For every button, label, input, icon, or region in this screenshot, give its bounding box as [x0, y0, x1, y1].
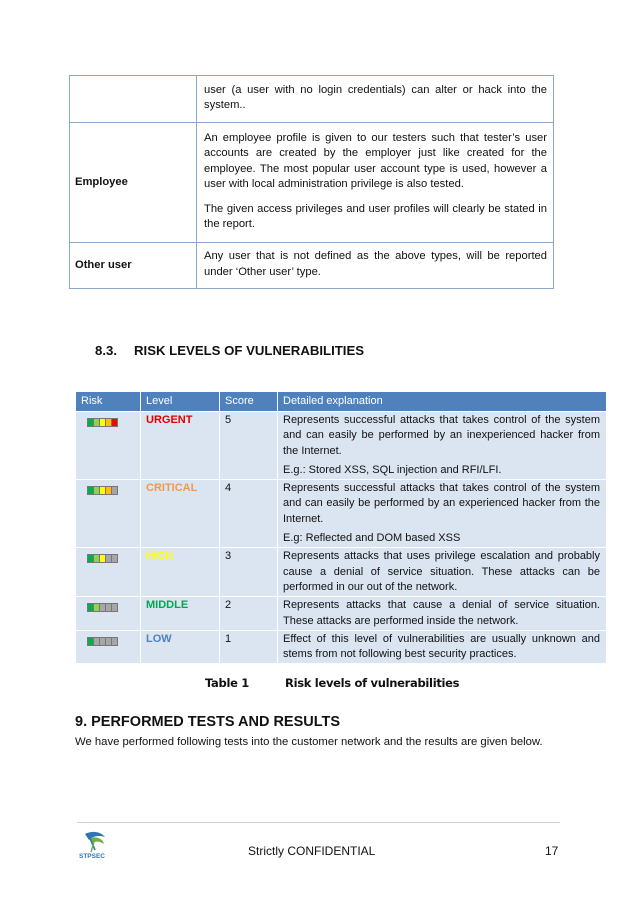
risk-meter-segment: [112, 487, 117, 494]
risk-meter-segment: [100, 638, 105, 645]
risk-meter-segment: [94, 555, 99, 562]
risk-meter-cell: [76, 412, 141, 480]
risk-meter-segment: [106, 638, 111, 645]
risk-meter-segment: [94, 419, 99, 426]
user-type-description: [197, 243, 554, 289]
risk-meter-segment: [100, 604, 105, 611]
description-paragraph: The given access privileges and user profiles will clearly be stated in the report.: [204, 202, 547, 230]
risk-meter-segment: [88, 555, 93, 562]
explanation-paragraph: Represents attacks that cause a denial of service situation. These attacks are performed inside the network.: [283, 599, 600, 627]
risk-row: [76, 630, 607, 664]
explanation-paragraph: E.g.: Stored XSS, SQL injection and RFI/LFI.: [283, 463, 502, 476]
risk-meter-segment: [106, 419, 111, 426]
risk-level: HIGH: [141, 548, 220, 597]
risk-meter-segment: [88, 419, 93, 426]
risk-row: [76, 548, 607, 597]
risk-level: URGENT: [141, 412, 220, 480]
explanation-paragraph: E.g: Reflected and DOM based XSS: [283, 532, 461, 545]
risk-meter-icon: [87, 637, 118, 646]
section-9-paragraph: We have performed following tests into the customer network and the results are given below.: [75, 736, 543, 748]
explanation-paragraph: Represents successful attacks that takes control of the system and can easily be performed by an experienced hacker from the Internet.: [283, 482, 600, 525]
risk-meter-cell: [76, 548, 141, 597]
company-logo: [77, 830, 113, 860]
risk-meter-segment: [88, 487, 93, 494]
caption-label: Table 1: [205, 676, 250, 690]
risk-row: [76, 412, 607, 480]
risk-explanation: [278, 597, 607, 631]
user-type-row: [70, 123, 554, 243]
risk-score: 3: [220, 548, 278, 597]
svg-text:STPSEC: STPSEC: [79, 853, 106, 860]
risk-score: 4: [220, 480, 278, 548]
risk-meter-segment: [112, 638, 117, 645]
user-type-description: [197, 123, 554, 243]
explanation-paragraph: Represents attacks that uses privilege escalation and probably cause a denial of service situation. These attacks can be performed in our out of the network.: [283, 550, 600, 593]
table-header-row: [76, 392, 607, 412]
risk-meter-segment: [94, 487, 99, 494]
risk-meter-segment: [88, 604, 93, 611]
section-heading-8-3: [95, 343, 364, 358]
description-paragraph: An employee profile is given to our testers such that tester’s user accounts are created by the employer just like created for the employee. The most popular user account type is used, however a user with local administration privilege is also tested.: [204, 131, 547, 190]
risk-meter-segment: [88, 638, 93, 645]
explanation-paragraph: Effect of this level of vulnerabilities are usually unknown and stems from not following best security practices.: [283, 632, 600, 661]
header-score: Score: [220, 392, 278, 412]
risk-level: MIDDLE: [141, 597, 220, 631]
risk-explanation: [278, 630, 607, 664]
risk-explanation: [278, 480, 607, 548]
risk-meter-segment: [106, 555, 111, 562]
user-type-description: [197, 76, 554, 123]
risk-meter-icon: [87, 554, 118, 563]
risk-level: LOW: [141, 630, 220, 664]
risk-meter-cell: [76, 597, 141, 631]
risk-meter-segment: [112, 419, 117, 426]
risk-meter-cell: [76, 630, 141, 664]
caption-title: Risk levels of vulnerabilities: [285, 676, 460, 690]
section-number: 8.3.: [95, 343, 117, 358]
risk-meter-segment: [94, 604, 99, 611]
risk-meter-segment: [106, 487, 111, 494]
risk-explanation: [278, 548, 607, 597]
risk-score: 1: [220, 630, 278, 664]
user-type-label: Employee: [70, 123, 197, 243]
risk-meter-segment: [106, 604, 111, 611]
header-explanation: Detailed explanation: [278, 392, 607, 412]
risk-meter-segment: [100, 487, 105, 494]
risk-score: 5: [220, 412, 278, 480]
risk-row: [76, 480, 607, 548]
description-paragraph: user (a user with no login credentials) can alter or hack into the system..: [204, 83, 547, 111]
risk-explanation: [278, 412, 607, 480]
user-type-label: Other user: [70, 243, 197, 289]
risk-meter-cell: [76, 480, 141, 548]
risk-meter-segment: [112, 555, 117, 562]
footer-divider: [77, 822, 560, 823]
user-type-row: [70, 76, 554, 123]
risk-score: 2: [220, 597, 278, 631]
risk-meter-icon: [87, 603, 118, 612]
risk-meter-icon: [87, 486, 118, 495]
user-type-row: [70, 243, 554, 289]
section-title: RISK LEVELS OF VULNERABILITIES: [134, 343, 365, 358]
risk-meter-segment: [100, 555, 105, 562]
risk-meter-segment: [112, 604, 117, 611]
table-caption: [205, 676, 459, 690]
footer-confidential: Strictly CONFIDENTIAL: [248, 844, 376, 858]
risk-levels-table: [75, 391, 607, 664]
user-type-table: [69, 75, 554, 289]
risk-meter-icon: [87, 418, 118, 427]
page-number: 17: [545, 844, 559, 858]
section-heading-9: 9. PERFORMED TESTS AND RESULTS: [75, 714, 341, 730]
explanation-paragraph: Represents successful attacks that takes control of the system and can easily be performed by an inexperienced hacker from the Internet.: [283, 414, 600, 457]
risk-row: [76, 597, 607, 631]
description-paragraph: Any user that is not defined as the above types, will be reported under ‘Other user’ type.: [204, 250, 547, 278]
risk-meter-segment: [94, 638, 99, 645]
header-risk: Risk: [76, 392, 141, 412]
risk-level: CRITICAL: [141, 480, 220, 548]
user-type-label: [70, 76, 197, 123]
risk-meter-segment: [100, 419, 105, 426]
header-level: Level: [141, 392, 220, 412]
